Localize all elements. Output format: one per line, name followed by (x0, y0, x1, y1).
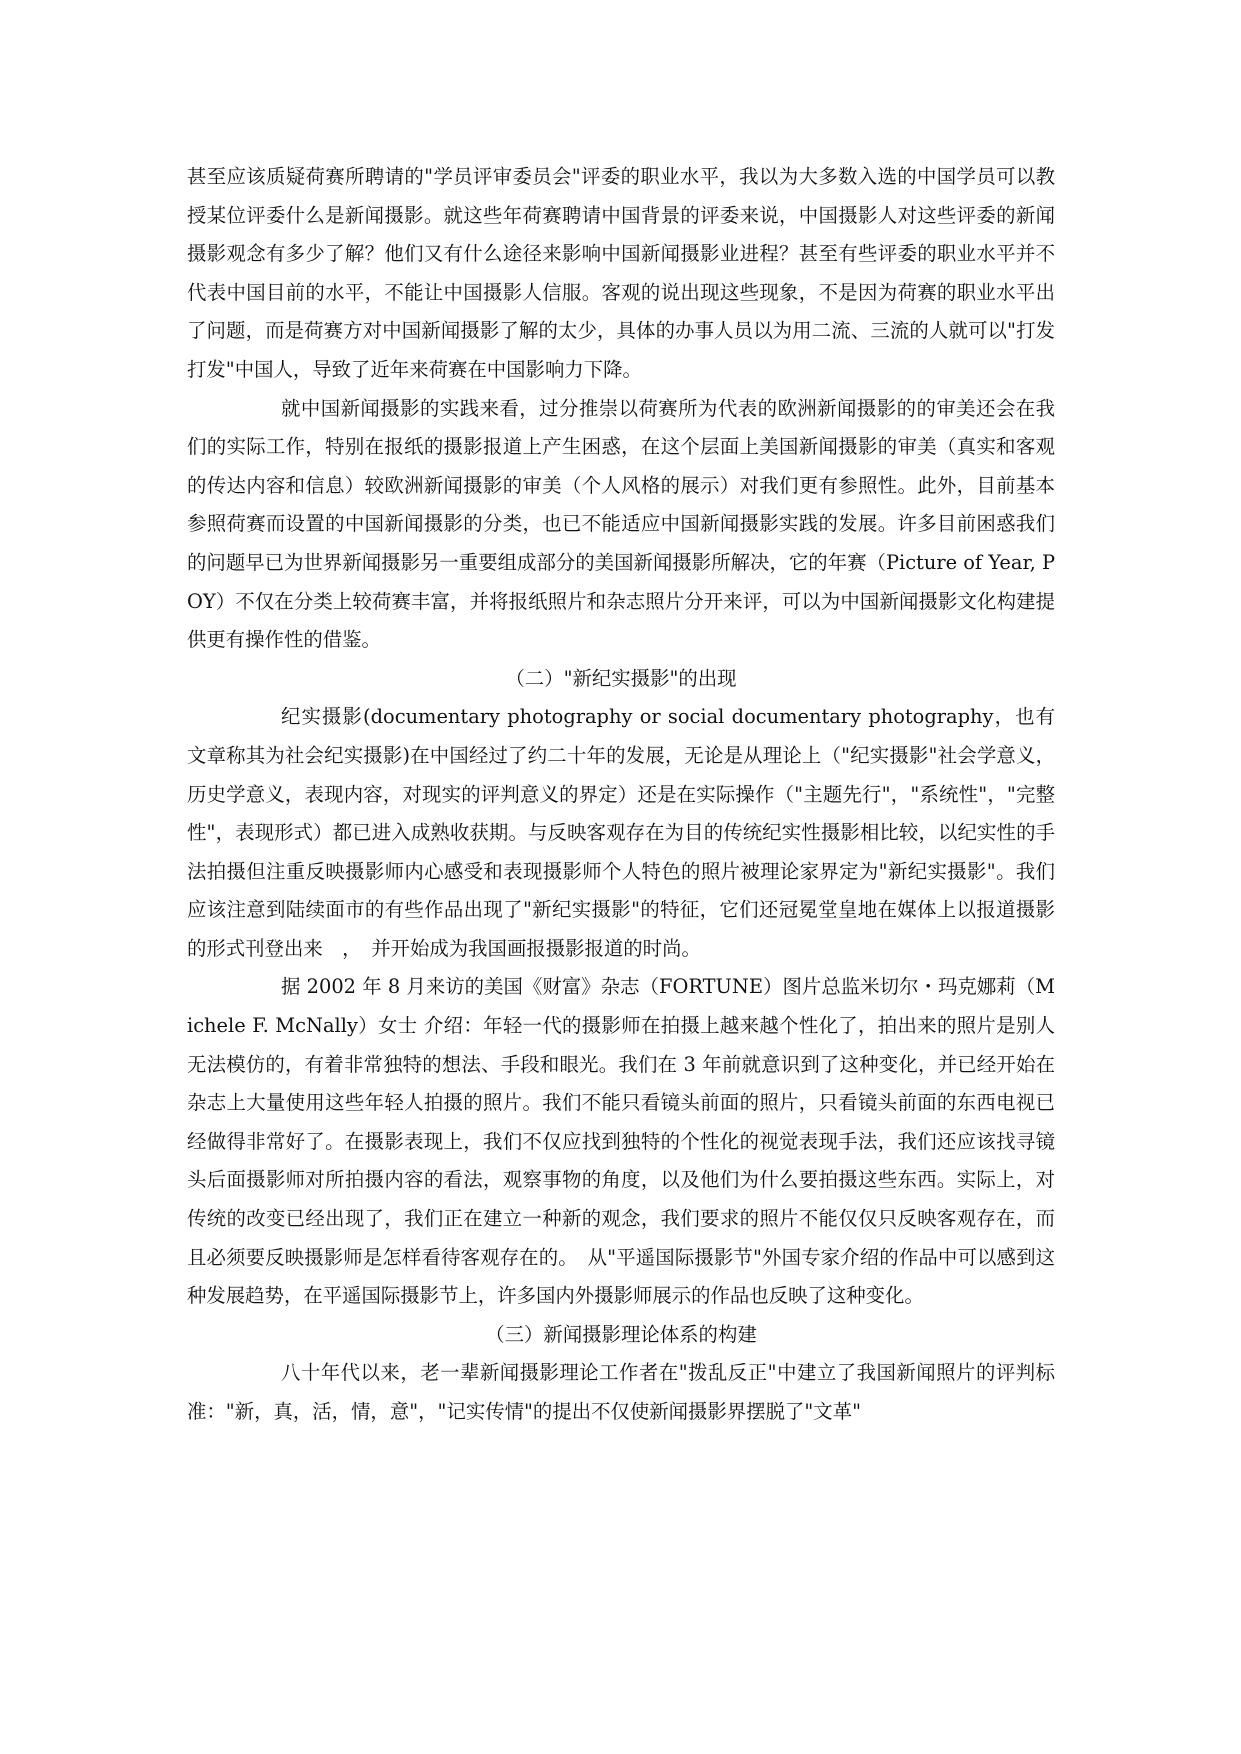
section-heading-3: （三）新闻摄影理论体系的构建 (485, 1322, 757, 1346)
paragraph-2: 就中国新闻摄影的实践来看，过分推崇以荷赛所为代表的欧洲新闻摄影的的审美还会在我们的实际工作，特别在报纸的摄影报道上产生困惑，在这个层面上美国新闻摄影的审美（真实和客观的传达内容和信息）较欧洲新闻摄影的审美（个人风格的展示）对我们更有参照性。此外，目前基本参照荷赛而设置的中国新闻摄影的分类，也已不能适应中国新闻摄影实践的发展。许多目前困惑我们的问题早已为世界新闻摄影另一重要组成部分的美国新闻摄影所解决，它的年赛（Picture of Year, POY）不仅在分类上较荷赛丰富，并将报纸照片和杂志照片分开来评，可以为中国新闻摄影文化构建提供更有操作性的借鉴。 (187, 396, 1055, 652)
paragraph-5: 八十年代以来，老一辈新闻摄影理论工作者在"拨乱反正"中建立了我国新闻照片的评判标准："新，真，活，情，意"，"记实传情"的提出不仅使新闻摄影界摆脱了"文革" (187, 1361, 1055, 1423)
section-heading-2: （二）"新纪实摄影"的出现 (505, 666, 737, 690)
document-page (187, 158, 1055, 1432)
paragraph-4: 据 2002 年 8 月来访的美国《财富》杂志（FORTUNE）图片总监米切尔・玛克娜莉（Michele F. McNally）女士 介绍：年轻一代的摄影师在拍摄上越来越个性化了，拍出来的照片是别人无法模仿的，有着非常独特的想法、手段和眼光。我们在 3 年前就意识到了这种变化，并已经开始在杂志上大量使用这些年轻人拍摄的照片。我们不能只看镜头前面的照片，只看镜头前面的东西电视已经做得非常好了。在摄影表现上，我们不仅应找到独特的个性化的视觉表现手法，我们还应该找寻镜头后面摄影师对所拍摄内容的看法，观察事物的角度，以及他们为什么要拍摄这些东西。实际上，对传统的改变已经出现了，我们正在建立一种新的观念，我们要求的照片不能仅仅只反映客观存在，而且必须要反映摄影师是怎样看待客观存在的。 从"平遥国际摄影节"外国专家介绍的作品中可以感到这种发展趋势，在平遥国际摄影节上，许多国内外摄影师展示的作品也反映了这种变化。 (187, 975, 1055, 1308)
paragraph-1: 甚至应该质疑荷赛所聘请的"学员评审委员会"评委的职业水平，我以为大多数入选的中国学员可以教授某位评委什么是新闻摄影。就这些年荷赛聘请中国背景的评委来说，中国摄影人对这些评委的新闻摄影观念有多少了解？他们又有什么途径来影响中国新闻摄影业进程？甚至有些评委的职业水平并不代表中国目前的水平，不能让中国摄影人信服。客观的说出现这些现象，不是因为荷赛的职业水平出了问题，而是荷赛方对中国新闻摄影了解的太少，具体的办事人员以为用二流、三流的人就可以"打发打发"中国人，导致了近年来荷赛在中国影响力下降。 (187, 165, 1055, 381)
paragraph-3: 纪实摄影(documentary photography or social documentary photography，也有文章称其为社会纪实摄影)在中国经过了约二十年的发展，无论是从理论上（"纪实摄影"社会学意义，历史学意义，表现内容，对现实的评判意义的界定）还是在实际操作（"主题先行"，"系统性"，"完整性"，表现形式）都已进入成熟收获期。与反映客观存在为目的传统纪实性摄影相比较，以纪实性的手法拍摄但注重反映摄影师内心感受和表现摄影师个人特色的照片被理论家界定为"新纪实摄影"。我们应该注意到陆续面市的有些作品出现了"新纪实摄影"的特征，它们还冠冕堂皇地在媒体上以报道摄影的形式刊登出来 ， 并开始成为我国画报摄影报道的时尚。 (187, 705, 1055, 960)
